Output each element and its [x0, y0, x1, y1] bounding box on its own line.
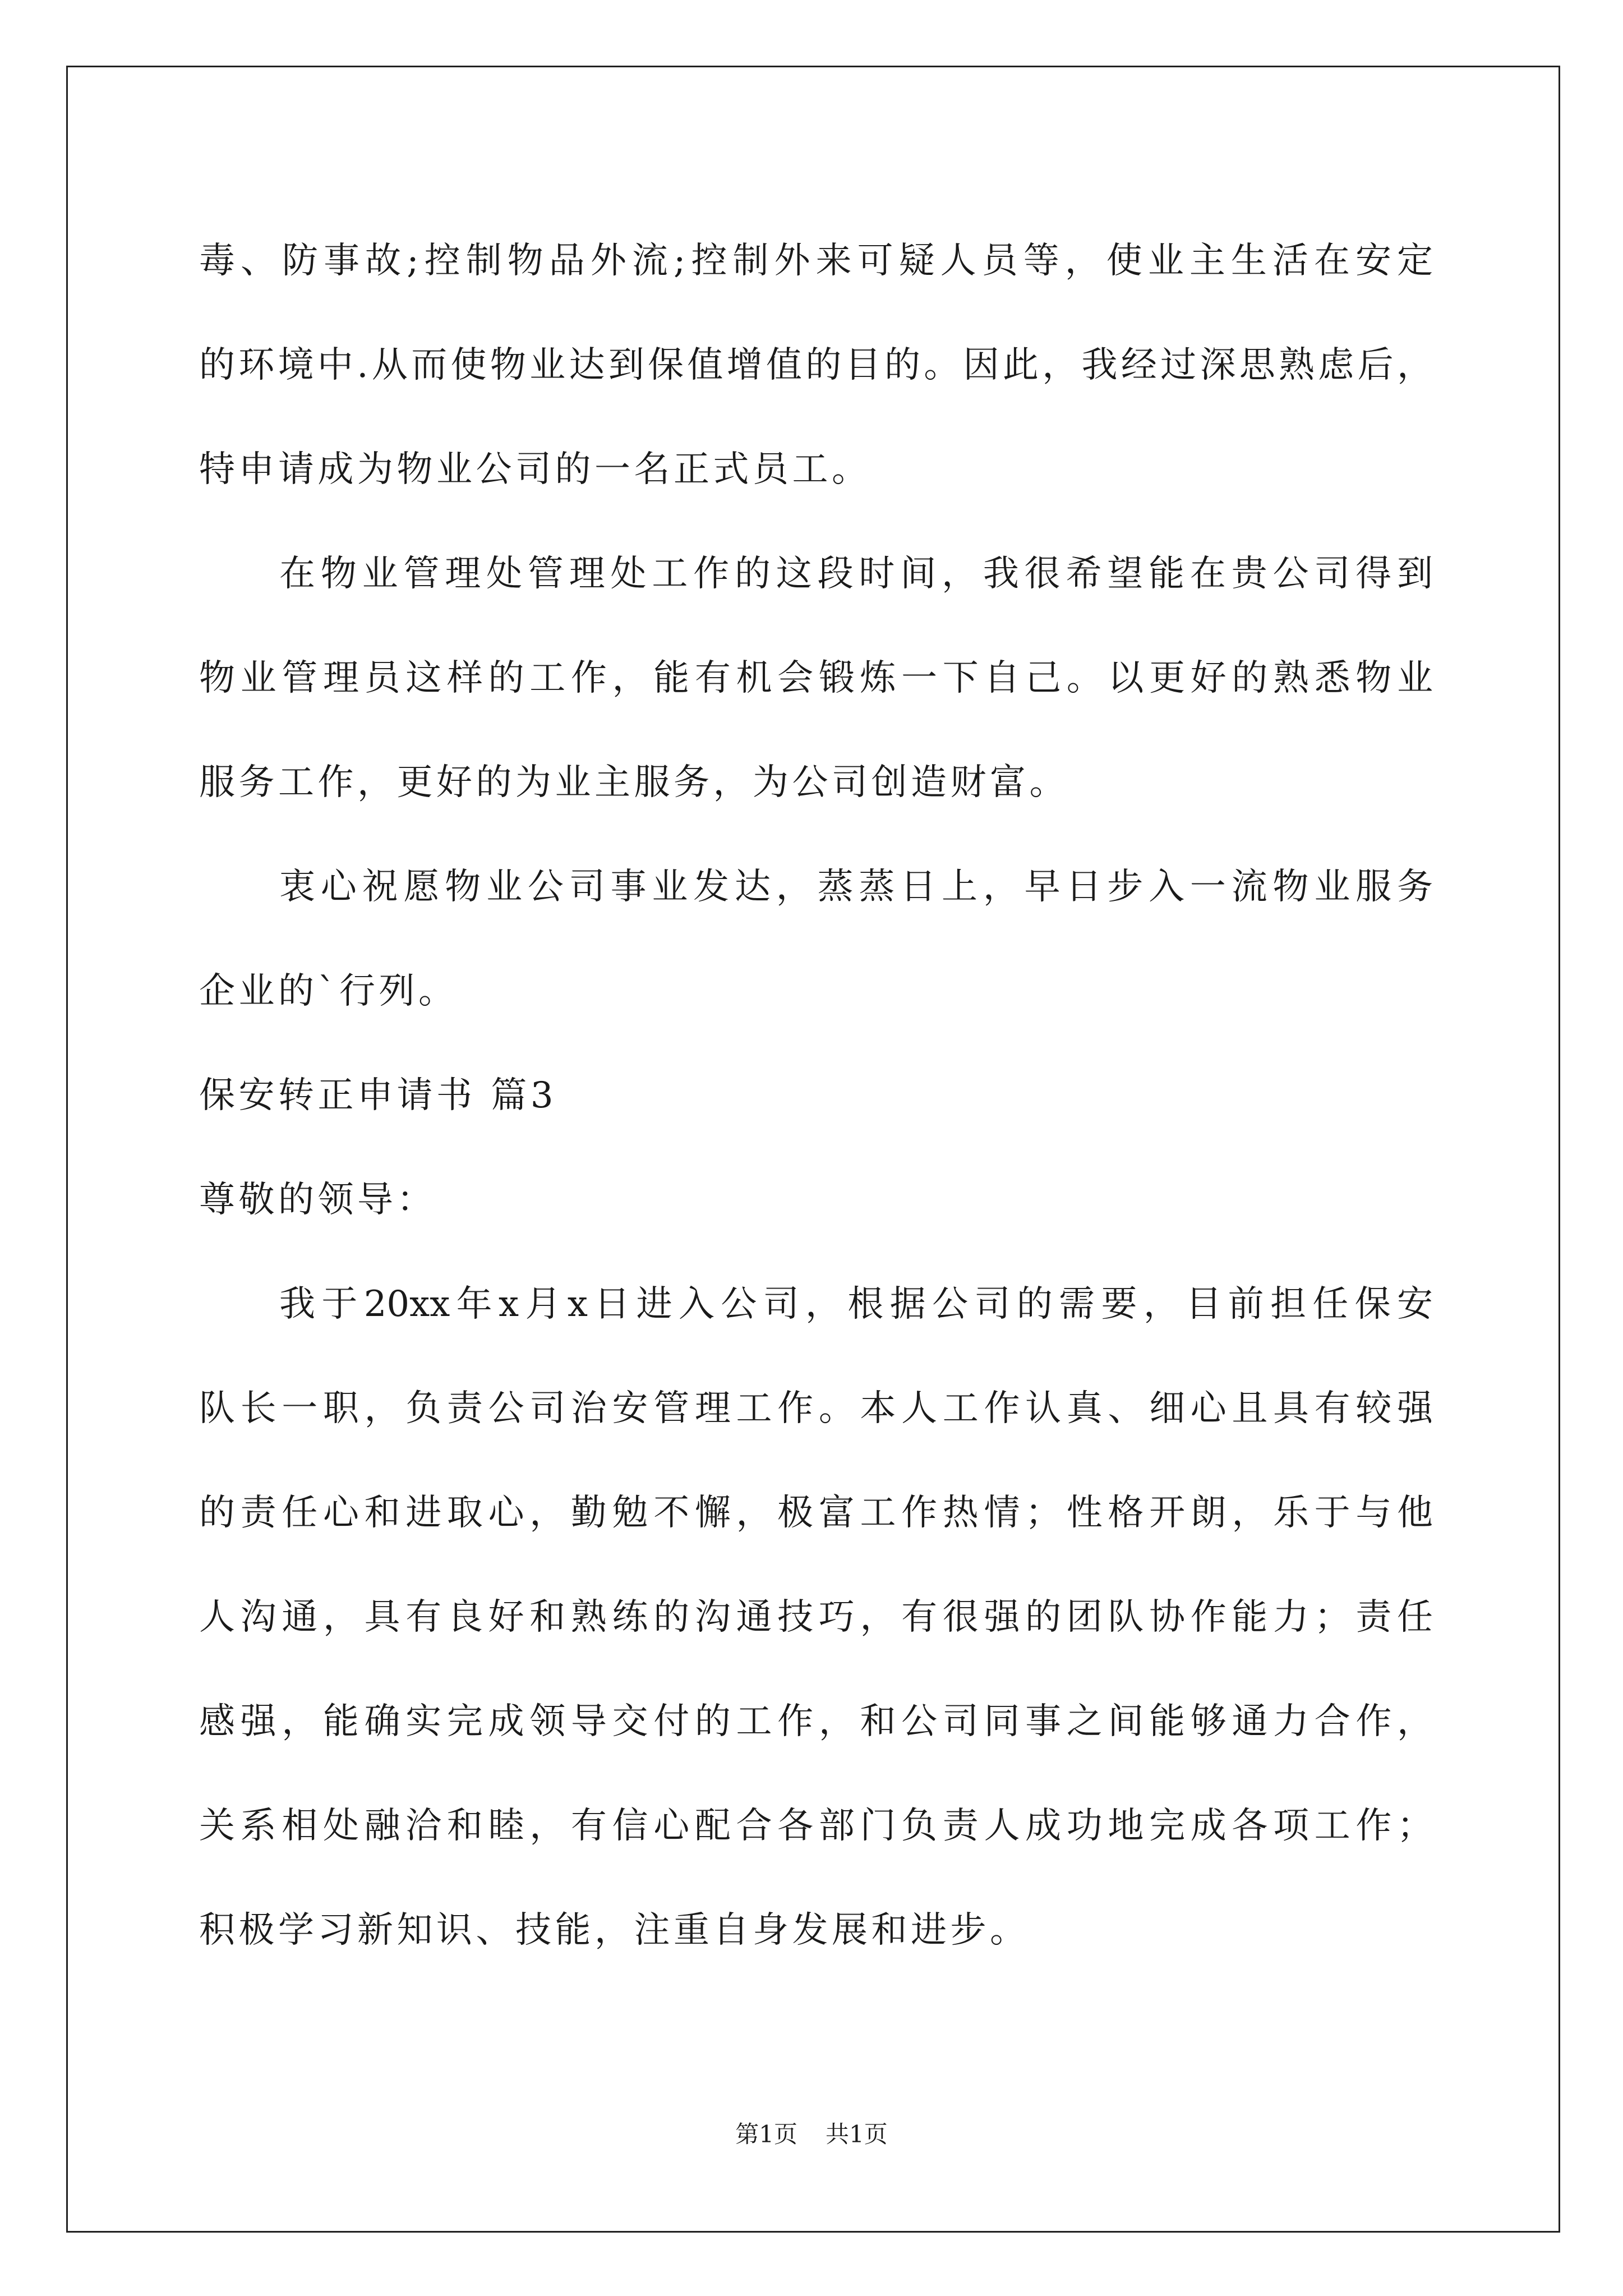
page-number: 第1页: [735, 2120, 797, 2148]
body-line: 特申请成为物业公司的一名正式员工。: [199, 449, 872, 490]
page-footer: [0, 2119, 1623, 2150]
paragraph-first-line: 我于20xx年x月x日进入公司，根据公司的需要，目前担任保安: [279, 1283, 1433, 1325]
body-line: 感强，能确实完成领导交付的工作，和公司同事之间能够通力合作，: [199, 1701, 1433, 1742]
document-body: [199, 209, 1433, 1982]
body-line: 人沟通，具有良好和熟练的沟通技巧，有很强的团队协作能力；责任: [199, 1596, 1433, 1638]
section-heading: 保安转正申请书 篇3: [199, 1075, 557, 1116]
body-line: 队长一职，负责公司治安管理工作。本人工作认真、细心且具有较强: [199, 1388, 1433, 1429]
body-line: 关系相处融洽和睦，有信心配合各部门负责人成功地完成各项工作；: [199, 1805, 1433, 1847]
body-line: 服务工作，更好的为业主服务，为公司创造财富。: [199, 762, 1069, 803]
body-line: 企业的`行列。: [199, 970, 458, 1012]
paragraph-first-line: 衷心祝愿物业公司事业发达，蒸蒸日上，早日步入一流物业服务: [279, 866, 1433, 908]
salutation: 尊敬的领导：: [199, 1179, 436, 1221]
body-line: 物业管理员这样的工作，能有机会锻炼一下自己。以更好的熟悉物业: [199, 657, 1433, 699]
body-line: 毒、防事故;控制物品外流;控制外来可疑人员等，使业主生活在安定: [199, 240, 1433, 282]
paragraph-first-line: 在物业管理处管理处工作的这段时间，我很希望能在贵公司得到: [279, 553, 1433, 595]
page-total: 共1页: [826, 2120, 888, 2148]
body-line: 的环境中.从而使物业达到保值增值的目的。因此，我经过深思熟虑后，: [199, 344, 1433, 386]
body-line: 的责任心和进取心，勤勉不懈，极富工作热情；性格开朗，乐于与他: [199, 1492, 1433, 1534]
body-line: 积极学习新知识、技能，注重自身发展和进步。: [199, 1910, 1030, 1951]
